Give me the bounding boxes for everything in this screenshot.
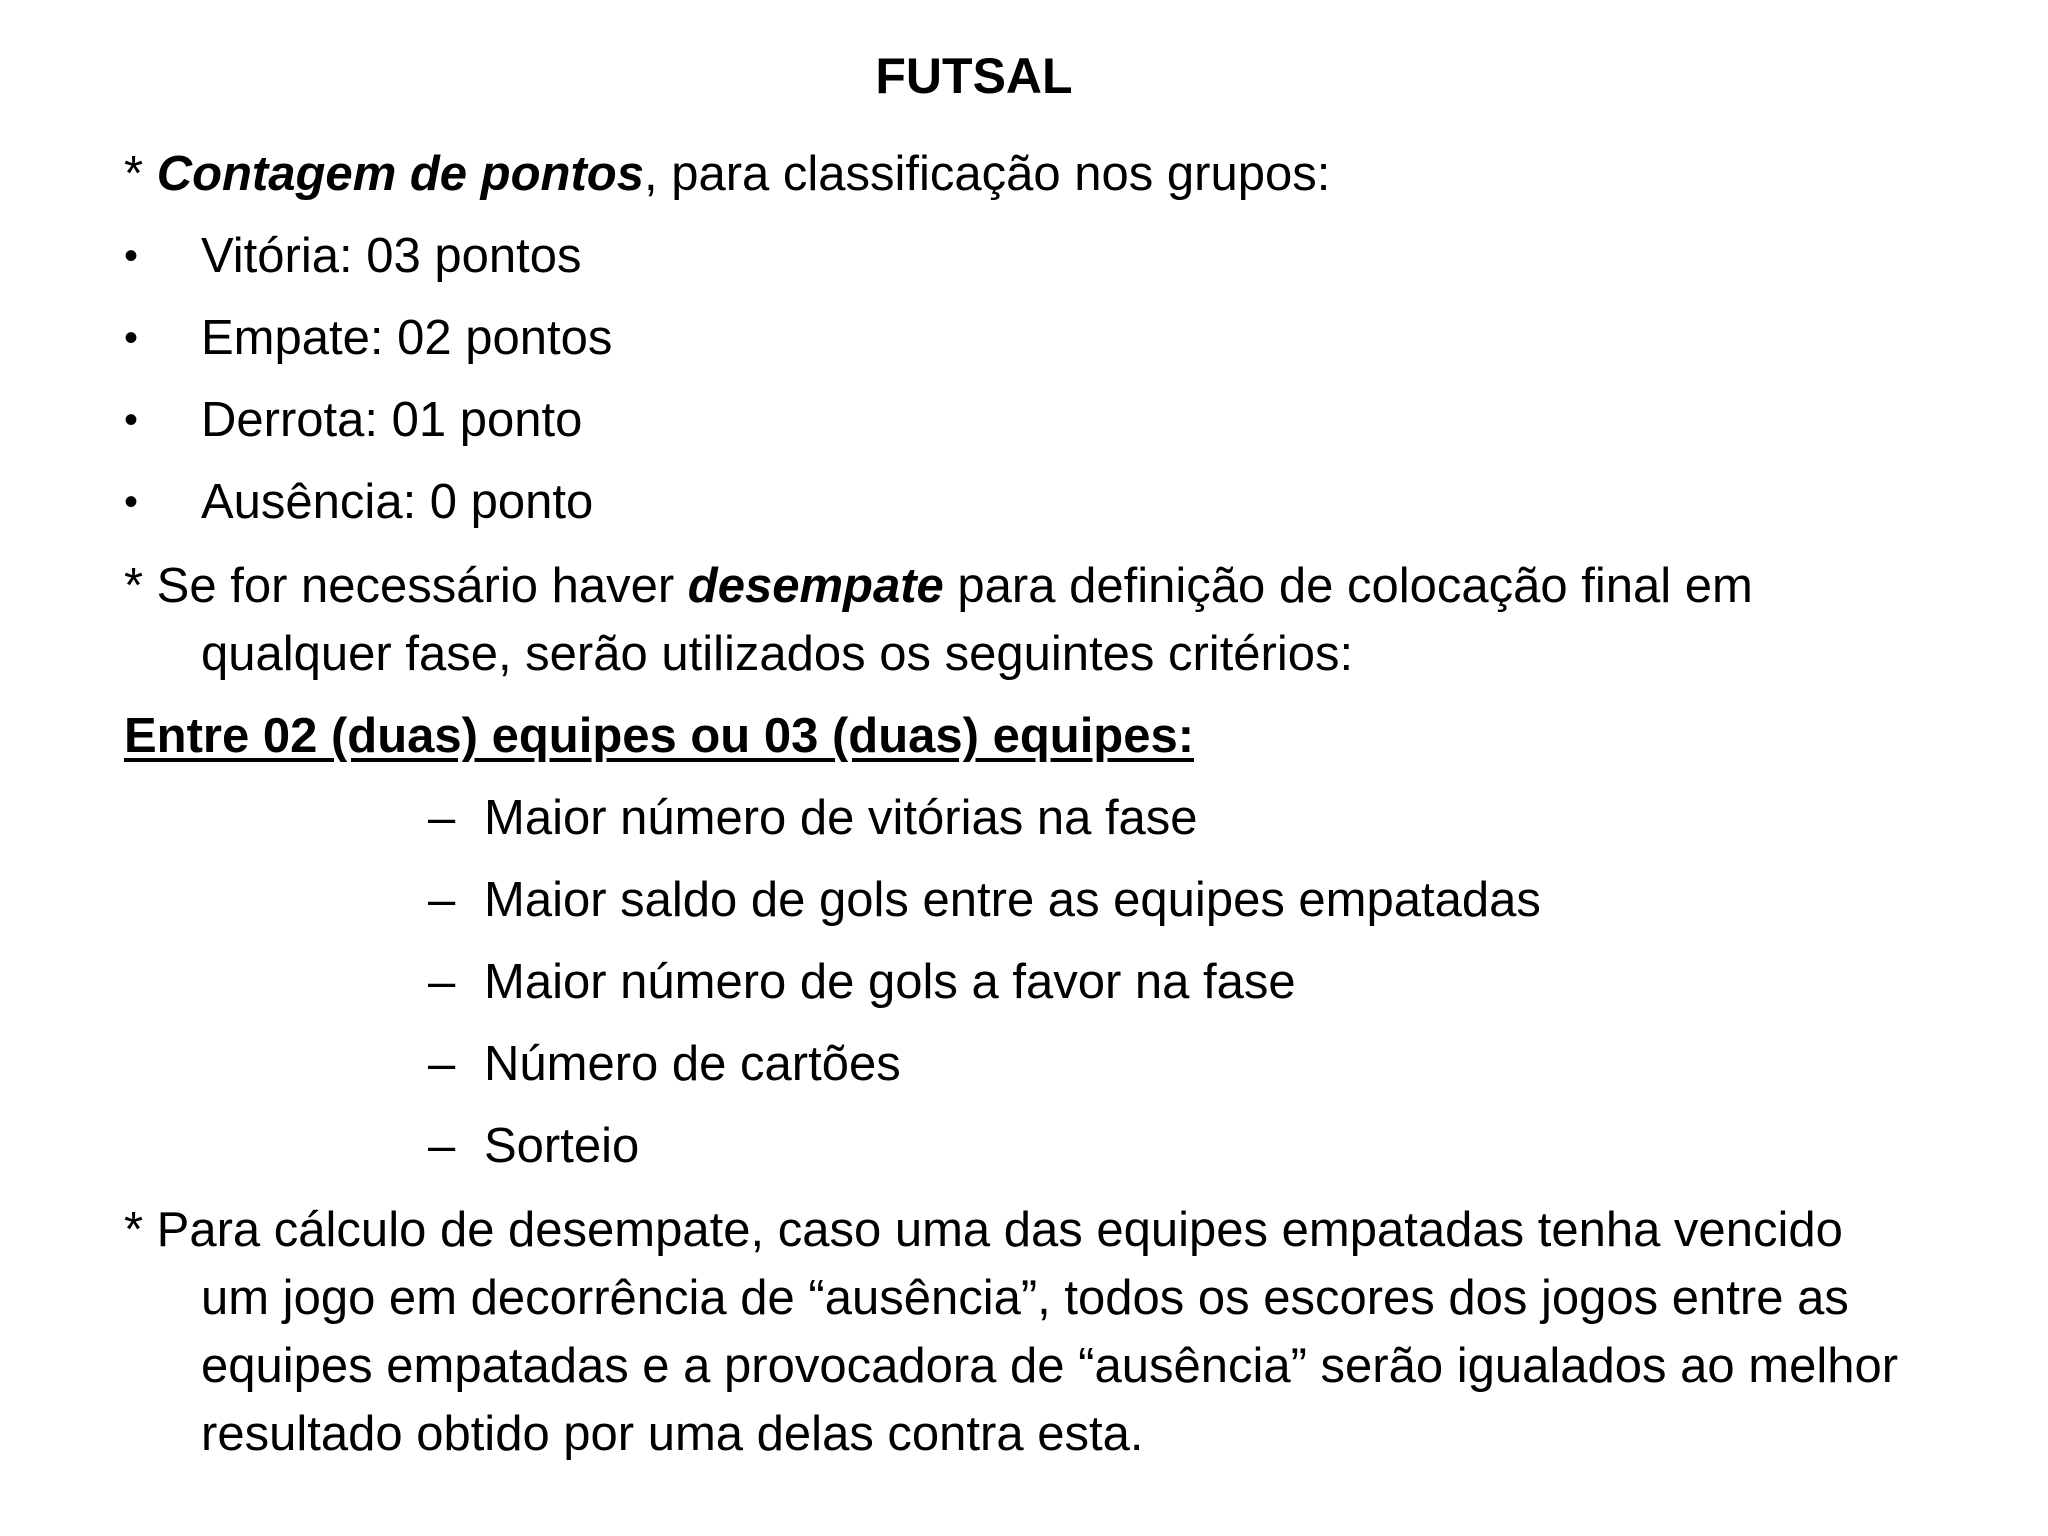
criteria-item: Número de cartões xyxy=(484,1037,901,1091)
dash-icon: – xyxy=(428,1119,456,1173)
scoring-intro xyxy=(124,140,1330,208)
scoring-suffix: , para classificação nos grupos: xyxy=(643,147,1331,201)
bullet-icon: • xyxy=(124,398,139,442)
tiebreak-prefix: * Se for necessário haver xyxy=(124,559,688,613)
dash-icon: – xyxy=(428,1037,456,1091)
note-line: um jogo em decorrência de “ausência”, todos os escores dos jogos entre as xyxy=(201,1271,1849,1325)
tiebreak-intro xyxy=(124,552,1753,620)
criteria-heading: Entre 02 (duas) equipes ou 03 (duas) equipes: xyxy=(124,709,1195,763)
bullet-icon: • xyxy=(124,316,139,360)
note-line: resultado obtido por uma delas contra esta. xyxy=(201,1407,1144,1461)
scoring-item: Ausência: 0 ponto xyxy=(201,475,594,529)
criteria-item: Maior saldo de gols entre as equipes empatadas xyxy=(484,873,1541,927)
tiebreak-emphasis: desempate xyxy=(687,559,944,613)
note-line: equipes empatadas e a provocadora de “ausência” serão igualados ao melhor xyxy=(201,1339,1899,1393)
slide-title: FUTSAL xyxy=(875,48,1073,104)
note-line: * Para cálculo de desempate, caso uma das equipes empatadas tenha vencido xyxy=(124,1203,1843,1257)
bullet-icon: • xyxy=(124,234,139,278)
dash-icon: – xyxy=(428,791,456,845)
scoring-item: Derrota: 01 ponto xyxy=(201,393,583,447)
bullet-icon: • xyxy=(124,480,139,524)
criteria-item: Maior número de vitórias na fase xyxy=(484,791,1198,845)
dash-icon: – xyxy=(428,955,456,1009)
criteria-item: Maior número de gols a favor na fase xyxy=(484,955,1296,1009)
criteria-item: Sorteio xyxy=(484,1119,640,1173)
scoring-prefix: * xyxy=(124,147,157,201)
scoring-emphasis: Contagem de pontos xyxy=(156,147,644,201)
scoring-item: Empate: 02 pontos xyxy=(201,311,613,365)
tiebreak-suffix: para definição de colocação final em xyxy=(943,559,1753,613)
tiebreak-continuation: qualquer fase, serão utilizados os seguintes critérios: xyxy=(201,627,1354,681)
dash-icon: – xyxy=(428,873,456,927)
scoring-item: Vitória: 03 pontos xyxy=(201,229,582,283)
